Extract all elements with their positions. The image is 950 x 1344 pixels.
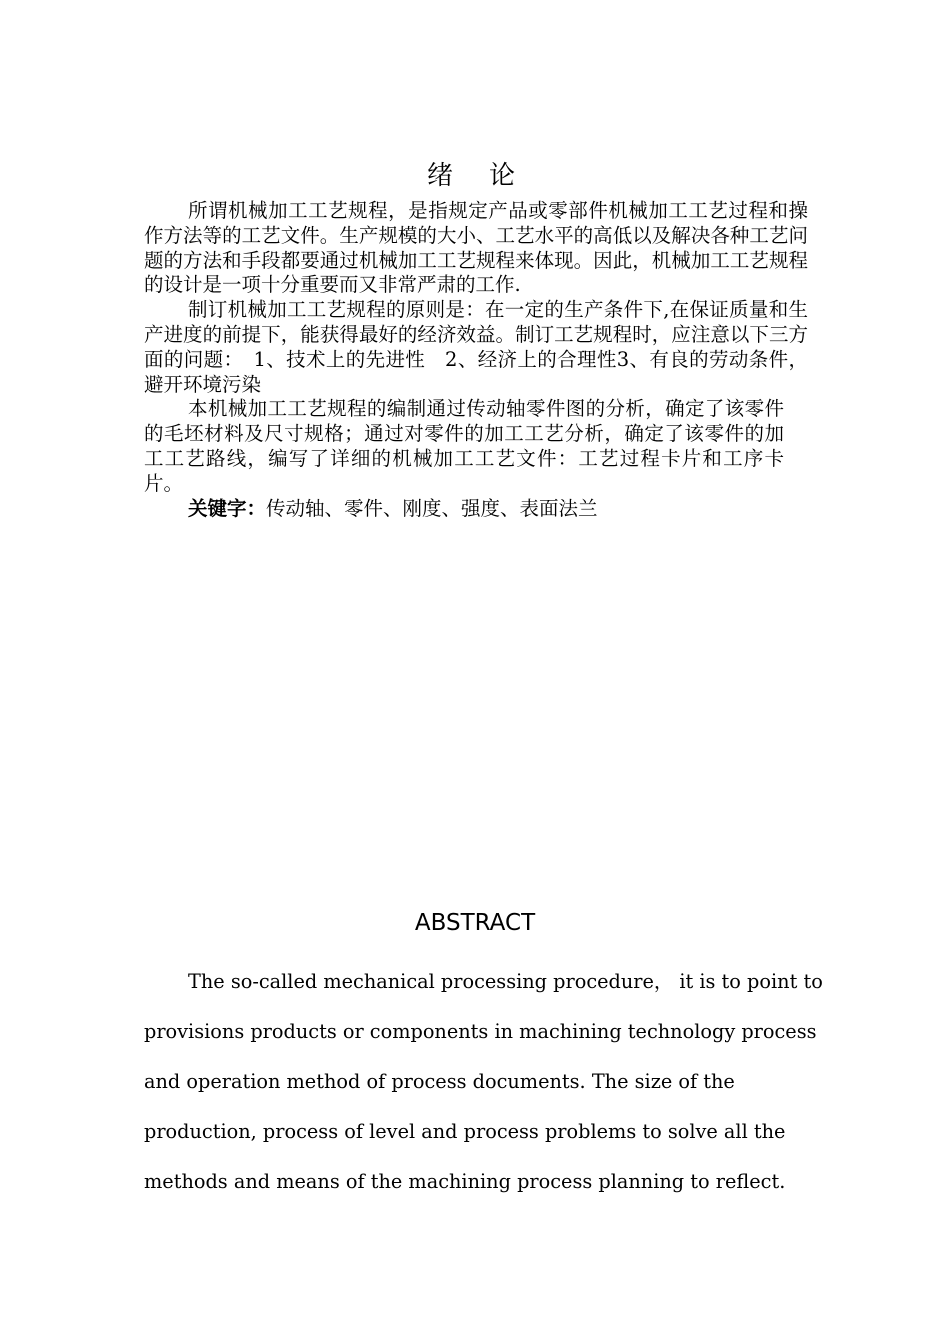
abstract-body xyxy=(144,957,823,1207)
chinese-paragraph-1: 所谓机械加工工艺规程，是指规定产品或零部件机械加工工艺过程和操作方法等的工艺文件。生产规模的大小、工艺水平的高低以及解决各种工艺问题的方法和手段都要通过机械加工工艺规程来体现。因此，机械加工工艺规程的设计是一项十分重要而又非常严肃的工作. xyxy=(144,199,808,297)
abstract-line-5: methods and means of the machining process planning to reflect. xyxy=(144,1170,786,1193)
abstract-title: ABSTRACT xyxy=(414,910,536,936)
keywords-label: 关键字： xyxy=(188,496,267,520)
chinese-body xyxy=(144,199,808,521)
chinese-paragraph-2: 制订机械加工工艺规程的原则是：在一定的生产条件下,在保证质量和生产进度的前提下，能获得最好的经济效益。制订工艺规程时，应注意以下三方面的问题： 1、技术上的先进性 2、经济上的合理性3、有良的劳动条件，避开环境污染 xyxy=(144,298,808,396)
chinese-paragraph-3: 本机械加工工艺规程的编制通过传动轴零件图的分析，确定了该零件的毛坯材料及尺寸规格；通过对零件的加工工艺分析，确定了该零件的加工工艺路线，编写了详细的机械加工工艺文件：工艺过程卡片和工序卡片。 xyxy=(144,397,784,495)
abstract-line-1: The so-called mechanical processing procedure， it is to point to xyxy=(188,970,823,993)
keywords-line xyxy=(144,497,808,522)
abstract-line-4: production, process of level and process problems to solve all the xyxy=(144,1120,786,1143)
abstract-line-2: provisions products or components in machining technology process xyxy=(144,1020,817,1043)
abstract-line-3: and operation method of process documents. The size of the xyxy=(144,1070,735,1093)
keywords-value: 传动轴、零件、刚度、强度、表面法兰 xyxy=(266,496,598,520)
chinese-title: 绪论 xyxy=(426,161,551,191)
